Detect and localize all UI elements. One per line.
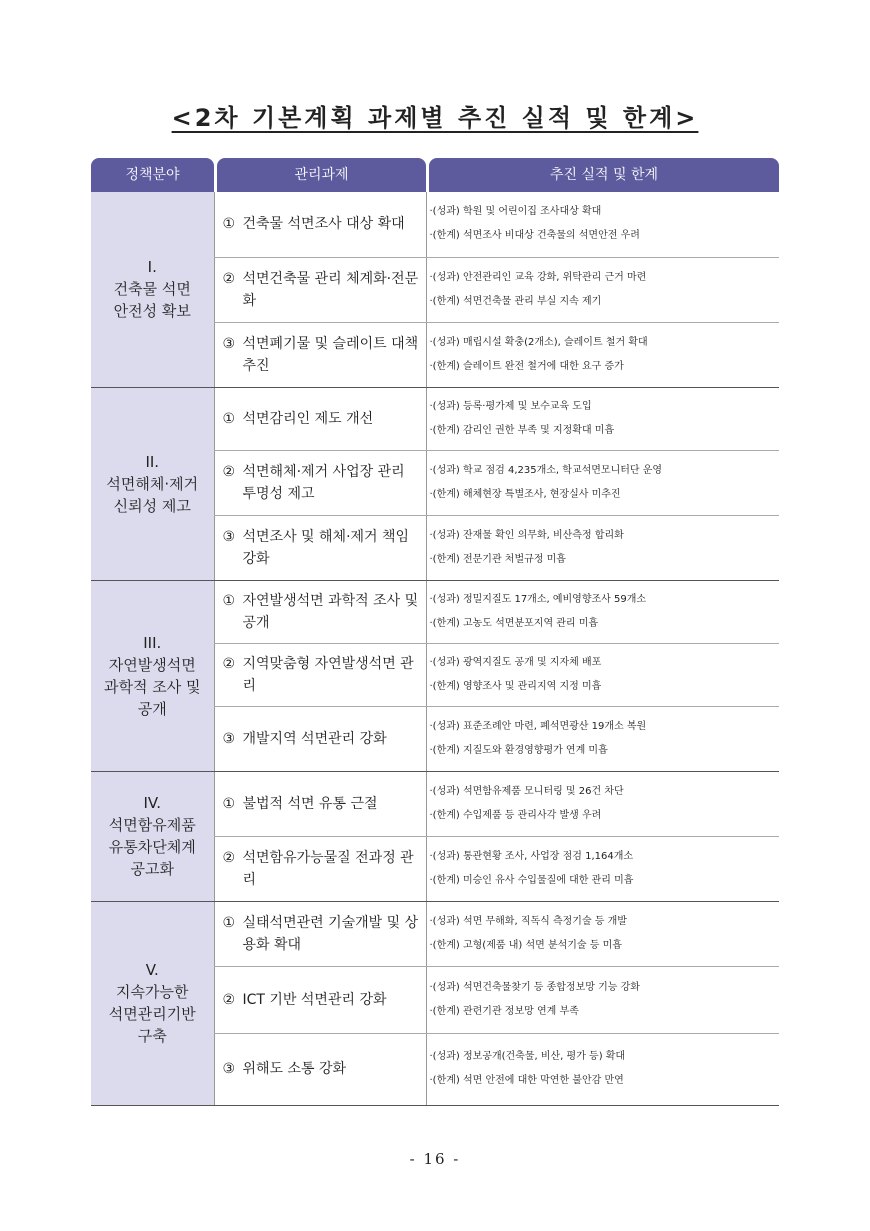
task-number-marker: ③ bbox=[222, 1061, 236, 1077]
achievement-text: ·(성과) 정보공개(건축물, 비산, 평가 등) 확대 bbox=[429, 1051, 626, 1062]
table-row bbox=[91, 901, 779, 966]
page-number: - 16 - bbox=[409, 1150, 461, 1168]
management-task-cell bbox=[214, 387, 426, 450]
management-task-cell bbox=[214, 257, 426, 322]
limitation-text: ·(한계) 석면건축물 관리 부실 지속 제기 bbox=[429, 295, 602, 307]
policy-area-name-line: 과학적 조사 및 bbox=[104, 677, 201, 696]
task-title: 개발지역 석면관리 강화 bbox=[242, 730, 387, 747]
limitation-text: ·(한계) 감리인 권한 부족 및 지정확대 미흡 bbox=[429, 424, 615, 436]
policy-area-cell bbox=[91, 901, 214, 1105]
task-title: ICT 기반 석면관리 강화 bbox=[242, 991, 387, 1008]
header-management-task: 관리과제 bbox=[217, 158, 426, 192]
results-limits-cell bbox=[426, 771, 779, 836]
task-content bbox=[223, 526, 422, 570]
achievement-text: ·(성과) 정밀지질도 17개소, 예비영향조사 59개소 bbox=[429, 593, 647, 605]
task-content bbox=[223, 333, 422, 377]
policy-area-name-line: 석면해체·제거 bbox=[106, 474, 199, 493]
policy-area-cell bbox=[91, 192, 214, 387]
policy-area-name-line: 안전성 확보 bbox=[113, 302, 191, 321]
page-title bbox=[0, 98, 870, 133]
policy-area-name-line: 구축 bbox=[137, 1027, 167, 1045]
limitation-text: ·(한계) 고농도 석면분포지역 관리 미흡 bbox=[429, 617, 599, 629]
achievement-text: ·(성과) 광역지질도 공개 및 지자체 배포 bbox=[429, 656, 602, 668]
task-title: 건축물 석면조사 대상 확대 bbox=[242, 216, 405, 233]
policy-area-name-line: 신뢰성 제고 bbox=[113, 496, 191, 515]
task-title: 실태석면관련 기술개발 및 상용화 확대 bbox=[242, 914, 419, 953]
task-title: 석면감리인 제도 개선 bbox=[242, 410, 374, 427]
table-row bbox=[91, 580, 779, 643]
management-task-cell bbox=[214, 1033, 426, 1105]
header-cell-result bbox=[426, 158, 779, 192]
achievement-text: ·(성과) 잔재물 확인 의무화, 비산측정 합리화 bbox=[429, 529, 624, 541]
limitation-text: ·(한계) 석면 안전에 대한 막연한 불안감 만연 bbox=[429, 1075, 624, 1086]
achievement-text: ·(성과) 석면함유제품 모니터링 및 26건 차단 bbox=[429, 785, 624, 797]
policy-area-name-line: 석면관리기반 bbox=[108, 1005, 196, 1023]
task-content bbox=[223, 793, 422, 815]
task-number-marker: ③ bbox=[222, 528, 236, 545]
policy-area-name-line: 공개 bbox=[137, 699, 167, 718]
results-limits-cell bbox=[426, 1033, 779, 1105]
results-limits-cell bbox=[426, 257, 779, 322]
achievement-text: ·(성과) 등록·평가제 및 보수교육 도입 bbox=[429, 400, 592, 412]
task-number-marker: ③ bbox=[222, 335, 236, 352]
results-limits-cell bbox=[426, 322, 779, 387]
task-content bbox=[223, 989, 422, 1011]
task-content bbox=[223, 590, 422, 634]
task-content bbox=[223, 408, 422, 430]
table-body bbox=[91, 192, 779, 1105]
achievement-text: ·(성과) 안전관리인 교육 강화, 위탁관리 근거 마련 bbox=[429, 271, 647, 283]
task-number-marker: ② bbox=[222, 655, 236, 672]
achievement-text: ·(성과) 학교 점검 4,235개소, 학교석면모니터단 운영 bbox=[429, 464, 663, 476]
policy-area-name-line: 유통차단체계 bbox=[108, 838, 196, 856]
management-task-cell bbox=[214, 836, 426, 901]
limitation-text: ·(한계) 슬레이트 완전 철거에 대한 요구 증가 bbox=[429, 360, 624, 372]
limitation-text: ·(한계) 관련기관 정보망 연계 부족 bbox=[429, 1005, 579, 1017]
limitation-text: ·(한계) 해체현장 특별조사, 현장실사 미추진 bbox=[429, 488, 621, 500]
limitation-text: ·(한계) 전문기관 처벌규정 미흡 bbox=[429, 553, 566, 565]
task-title: 석면해체·제거 사업장 관리 투명성 제고 bbox=[242, 463, 405, 502]
results-limits-cell bbox=[426, 706, 779, 771]
tasks-table bbox=[91, 158, 779, 1106]
results-limits-cell bbox=[426, 901, 779, 966]
management-task-cell bbox=[214, 580, 426, 643]
policy-area-cell bbox=[91, 387, 214, 580]
task-title: 불법적 석면 유통 근절 bbox=[242, 795, 378, 812]
header-results-limits: 추진 실적 및 한계 bbox=[429, 158, 779, 192]
task-number-marker: ① bbox=[222, 216, 236, 233]
task-number-marker: ③ bbox=[222, 730, 236, 747]
achievement-text: ·(성과) 학원 및 어린이집 조사대상 확대 bbox=[429, 206, 602, 218]
results-limits-cell bbox=[426, 387, 779, 450]
header-cell-area bbox=[91, 158, 214, 192]
task-content bbox=[223, 268, 422, 312]
policy-area-number: IV. bbox=[143, 794, 162, 812]
task-title: 석면건축물 관리 체계화·전문화 bbox=[242, 270, 419, 309]
policy-area-number: I. bbox=[147, 258, 157, 277]
task-title: 석면함유가능물질 전과정 관리 bbox=[242, 849, 414, 888]
management-task-cell bbox=[214, 643, 426, 706]
task-title: 자연발생석면 과학적 조사 및 공개 bbox=[242, 592, 419, 631]
limitation-text: ·(한계) 미승인 유사 수입물질에 대한 관리 미흡 bbox=[429, 874, 634, 886]
limitation-text: ·(한계) 영향조사 및 관리지역 지정 미흡 bbox=[429, 680, 602, 692]
achievement-text: ·(성과) 석면건축물찾기 등 종합정보망 기능 강화 bbox=[429, 981, 640, 993]
management-task-cell bbox=[214, 706, 426, 771]
policy-area-cell bbox=[91, 771, 214, 901]
task-number-marker: ① bbox=[222, 592, 236, 609]
results-limits-cell bbox=[426, 192, 779, 257]
task-number-marker: ② bbox=[222, 463, 236, 480]
task-number-marker: ① bbox=[222, 410, 236, 427]
limitation-text: ·(한계) 지질도와 환경영향평가 연계 미흡 bbox=[429, 744, 608, 756]
task-title: 석면폐기물 및 슬레이트 대책 추진 bbox=[242, 335, 419, 374]
results-limits-cell bbox=[426, 515, 779, 580]
policy-area-name-line: 건축물 석면 bbox=[113, 280, 191, 299]
task-content bbox=[223, 653, 422, 697]
achievement-text: ·(성과) 석면 무해화, 직독식 측정기술 등 개발 bbox=[429, 915, 627, 927]
achievement-text: ·(성과) 통관현황 조사, 사업장 점검 1,164개소 bbox=[429, 850, 634, 862]
management-task-cell bbox=[214, 901, 426, 966]
management-task-cell bbox=[214, 771, 426, 836]
results-limits-cell bbox=[426, 966, 779, 1033]
task-content bbox=[223, 1058, 422, 1080]
management-task-cell bbox=[214, 515, 426, 580]
management-task-cell bbox=[214, 322, 426, 387]
title-text: <2차 기본계획 과제별 추진 실적 및 한계> bbox=[171, 104, 699, 132]
task-content bbox=[223, 213, 422, 235]
results-limits-cell bbox=[426, 450, 779, 515]
task-number-marker: ② bbox=[222, 991, 236, 1008]
results-limits-cell bbox=[426, 580, 779, 643]
results-limits-cell bbox=[426, 836, 779, 901]
limitation-text: ·(한계) 고형(제품 내) 석면 분석기술 등 미흡 bbox=[429, 939, 622, 951]
task-title: 위해도 소통 강화 bbox=[242, 1061, 347, 1077]
policy-area-name-line: 자연발생석면 bbox=[108, 655, 196, 674]
header-row bbox=[91, 158, 779, 192]
management-task-cell bbox=[214, 192, 426, 257]
task-title: 석면조사 및 해체·제거 책임 강화 bbox=[242, 528, 410, 567]
achievement-text: ·(성과) 표준조례안 마련, 폐석면광산 19개소 복원 bbox=[429, 720, 647, 732]
task-content bbox=[223, 728, 422, 750]
task-content bbox=[223, 461, 422, 505]
results-limits-cell bbox=[426, 643, 779, 706]
task-number-marker: ② bbox=[222, 270, 236, 287]
policy-area-name-line: 공고화 bbox=[130, 860, 174, 878]
table-row bbox=[91, 387, 779, 450]
management-task-cell bbox=[214, 966, 426, 1033]
limitation-text: ·(한계) 석면조사 비대상 건축물의 석면안전 우려 bbox=[429, 230, 640, 242]
task-title: 지역맞춤형 자연발생석면 관리 bbox=[242, 655, 414, 694]
achievement-text: ·(성과) 매립시설 확충(2개소), 슬레이트 철거 확대 bbox=[429, 336, 648, 348]
table-row bbox=[91, 192, 779, 257]
task-content bbox=[223, 847, 422, 891]
policy-area-name-line: 석면함유제품 bbox=[108, 816, 196, 834]
management-task-cell bbox=[214, 450, 426, 515]
policy-area-number: V. bbox=[145, 961, 159, 979]
policy-area-name-line: 지속가능한 bbox=[116, 983, 189, 1001]
policy-area-number: III. bbox=[143, 633, 162, 652]
task-content bbox=[223, 912, 422, 956]
header-policy-area: 정책분야 bbox=[91, 158, 214, 192]
table-row bbox=[91, 771, 779, 836]
header-cell-task bbox=[214, 158, 426, 192]
task-number-marker: ① bbox=[222, 795, 236, 812]
policy-area-cell bbox=[91, 580, 214, 771]
policy-area-number: II. bbox=[145, 452, 160, 471]
task-number-marker: ① bbox=[222, 914, 236, 931]
task-number-marker: ② bbox=[222, 849, 236, 866]
limitation-text: ·(한계) 수입제품 등 관리사각 발생 우려 bbox=[429, 809, 602, 821]
